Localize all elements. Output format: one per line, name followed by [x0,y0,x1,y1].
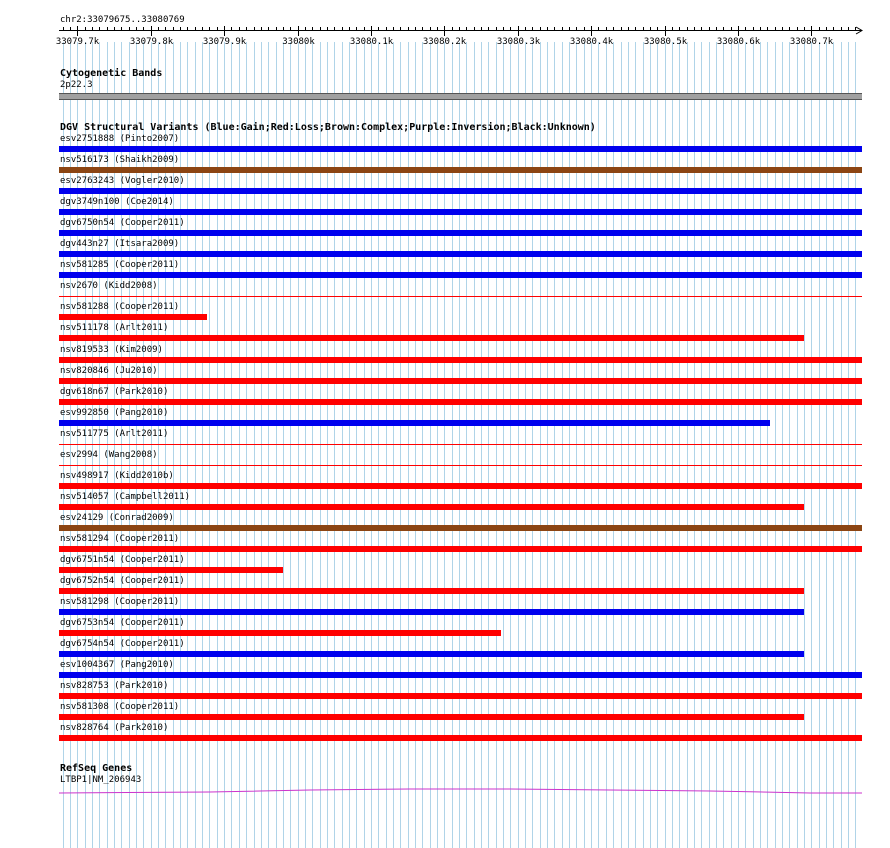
variant-bar[interactable] [59,735,862,741]
variant-bar[interactable] [59,272,862,278]
variant-label: nsv828753 (Park2010) [60,681,169,692]
variant-bar[interactable] [59,146,862,152]
variant-bar[interactable] [59,314,207,320]
variant-bar[interactable] [59,525,862,531]
variant-label: nsv820846 (Ju2010) [60,365,158,376]
variant-bar[interactable] [59,420,770,426]
variant-label: nsv581298 (Cooper2011) [60,597,180,608]
ruler-track [0,0,890,56]
ruler-tick-label: 33080.6k [716,37,761,47]
variant-bar[interactable] [59,399,862,405]
variant-bar[interactable] [59,378,862,384]
region-label: chr2:33079675..33080769 [60,15,185,25]
gene-line [59,789,862,793]
gene-model[interactable] [0,782,890,802]
cytogenetic-track-title: Cytogenetic Bands [60,68,163,79]
variant-bar[interactable] [59,230,862,236]
ruler-tick-label: 33080.5k [643,37,688,47]
variant-bar[interactable] [59,296,862,297]
cytoband-label: 2p22.3 [60,80,93,90]
variant-bar[interactable] [59,504,804,510]
variant-label: nsv2670 (Kidd2008) [60,281,158,292]
ruler-tick-label: 33079.7k [55,37,100,47]
variant-label: nsv581308 (Cooper2011) [60,702,180,713]
variant-label: nsv581285 (Cooper2011) [60,260,180,271]
variant-label: nsv581288 (Cooper2011) [60,302,180,313]
variant-bar[interactable] [59,167,862,173]
ruler-tick-label: 33080.3k [496,37,541,47]
variant-label: esv1004367 (Pang2010) [60,660,174,671]
variant-bar[interactable] [59,567,283,573]
variant-bar[interactable] [59,588,804,594]
variant-bar[interactable] [59,609,804,615]
variant-bar[interactable] [59,714,804,720]
variant-bar[interactable] [59,693,862,699]
variant-bar[interactable] [59,483,862,489]
variant-label: dgv6754n54 (Cooper2011) [60,639,185,650]
gene-label: LTBP1|NM_206943 [60,775,142,785]
refseq-track-title: RefSeq Genes [60,763,133,774]
variant-label: nsv819533 (Kim2009) [60,344,163,355]
variant-label: nsv511178 (Arlt2011) [60,323,169,334]
ruler-tick-label: 33080.1k [349,37,394,47]
variant-bar[interactable] [59,672,862,678]
variant-label: dgv443n27 (Itsara2009) [60,239,180,250]
variant-label: nsv581294 (Cooper2011) [60,533,180,544]
variant-label: esv24129 (Conrad2009) [60,512,174,523]
variant-bar[interactable] [59,630,501,636]
ruler-tick-label: 33080.2k [422,37,467,47]
variant-bar[interactable] [59,209,862,215]
ruler-tick-label: 33079.9k [202,37,247,47]
ruler-tick-label: 33080k [282,37,315,47]
variant-label: nsv511775 (Arlt2011) [60,428,169,439]
variant-label: dgv3749n100 (Coe2014) [60,197,174,208]
ruler-tick-label: 33080.7k [789,37,834,47]
variant-bar[interactable] [59,444,862,445]
variant-bar[interactable] [59,465,862,466]
variant-label: esv992850 (Pang2010) [60,407,169,418]
variant-label: nsv498917 (Kidd2010b) [60,470,174,481]
variant-label: esv2994 (Wang2008) [60,449,158,460]
variant-label: dgv618n67 (Park2010) [60,386,169,397]
variant-label: dgv6752n54 (Cooper2011) [60,576,185,587]
variant-bar[interactable] [59,651,804,657]
cytoband-bar[interactable] [59,93,862,100]
variant-label: dgv6753n54 (Cooper2011) [60,618,185,629]
variant-bar[interactable] [59,357,862,363]
ruler-tick-label: 33080.4k [569,37,614,47]
variant-label: esv2751888 (Pinto2007) [60,134,180,144]
variant-bar[interactable] [59,546,862,552]
variant-label: nsv516173 (Shaikh2009) [60,155,180,166]
variant-label: nsv828764 (Park2010) [60,723,169,734]
variant-bar[interactable] [59,251,862,257]
variant-bar[interactable] [59,188,862,194]
dgv-track-title: DGV Structural Variants (Blue:Gain;Red:Loss;Brown:Complex;Purple:Inversion;Black:Unknown) [60,122,596,133]
variant-label: dgv6751n54 (Cooper2011) [60,555,185,565]
variant-label: esv2763243 (Vogler2010) [60,176,185,187]
variant-label: nsv514057 (Campbell2011) [60,491,191,502]
ruler-tick-label: 33079.8k [129,37,174,47]
variant-label: dgv6750n54 (Cooper2011) [60,218,185,229]
variant-bar[interactable] [59,335,804,341]
